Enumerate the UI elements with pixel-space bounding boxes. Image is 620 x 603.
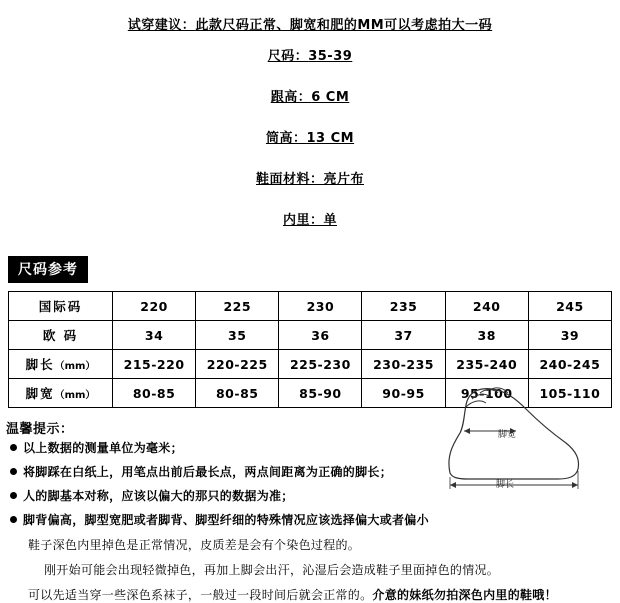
size-reference-heading: 尺码参考 <box>8 256 88 283</box>
color-notes <box>0 536 620 603</box>
spec-row-heel-height <box>0 86 620 105</box>
row-header-foot-width-text: 脚宽 <box>25 386 55 401</box>
spec-label-size: 尺码： <box>267 49 309 64</box>
list-item <box>10 511 620 528</box>
tip-text-2: 人的脚基本对称，应该以偏大的那只的数据为准； <box>23 489 294 503</box>
fitting-advice <box>0 0 620 33</box>
cell-eu-0: 34 <box>113 321 196 350</box>
spec-row-size <box>0 45 620 64</box>
cell-foot-width-2: 85-90 <box>279 379 362 408</box>
cell-international-2: 230 <box>279 292 362 321</box>
cell-foot-length-2: 225-230 <box>279 350 362 379</box>
color-note-0: 鞋子深色内里掉色是正常情况，皮质差是会有个染色过程的。 <box>28 538 361 552</box>
row-header-foot-length <box>9 350 113 379</box>
table-row <box>9 321 612 350</box>
row-header-foot-length-unit: （mm） <box>54 361 96 372</box>
color-note-last <box>28 586 620 603</box>
spec-value-size: 35-39 <box>308 49 353 64</box>
color-note-1: 刚开始可能会出现轻微掉色，再加上脚会出汗，沁湿后会造成鞋子里面掉色的情况。 <box>44 563 500 577</box>
fitting-advice-text: 此款尺码正常、脚宽和肥的MM可以考虑拍大一码 <box>195 18 493 33</box>
cell-international-4: 240 <box>445 292 528 321</box>
spec-label-heel-height: 跟高： <box>270 90 312 105</box>
cell-foot-width-1: 80-85 <box>196 379 279 408</box>
cell-international-0: 220 <box>113 292 196 321</box>
cell-foot-width-4: 95-100 <box>445 379 528 408</box>
table-row <box>9 350 612 379</box>
bullet-icon <box>10 516 17 523</box>
cell-eu-2: 36 <box>279 321 362 350</box>
spec-label-upper-material: 鞋面材料： <box>255 172 324 187</box>
row-header-foot-width <box>9 379 113 408</box>
cell-international-5: 245 <box>528 292 611 321</box>
cell-foot-length-4: 235-240 <box>445 350 528 379</box>
cell-foot-length-3: 230-235 <box>362 350 445 379</box>
spec-value-shaft-height: 13 CM <box>306 131 355 146</box>
spec-value-lining: 单 <box>323 213 338 228</box>
diagram-label-width: 脚宽 <box>498 430 517 440</box>
cell-eu-1: 35 <box>196 321 279 350</box>
row-header-foot-width-unit: （mm） <box>54 390 96 401</box>
color-note-last-bold: 介意的妹纸勿拍深色内里的鞋哦！ <box>372 588 557 602</box>
color-note-last-plain: 可以先适当穿一些深色系袜子，一般过一段时间后就会正常的。 <box>28 588 373 602</box>
fitting-advice-prefix: 试穿建议： <box>127 18 196 33</box>
spec-row-shaft-height <box>0 127 620 146</box>
cell-foot-length-0: 215-220 <box>113 350 196 379</box>
cell-foot-width-3: 90-95 <box>362 379 445 408</box>
spec-label-lining: 内里： <box>282 213 324 228</box>
cell-foot-length-5: 240-245 <box>528 350 611 379</box>
table-row <box>9 292 612 321</box>
foot-outline-icon <box>420 385 610 495</box>
diagram-label-length: 脚长 <box>496 480 515 490</box>
row-header-foot-length-text: 脚长 <box>25 357 55 372</box>
tip-text-0: 以上数据的测量单位为毫米； <box>23 441 183 455</box>
cell-eu-5: 39 <box>528 321 611 350</box>
bullet-icon <box>10 444 17 451</box>
spec-row-lining <box>0 209 620 228</box>
spec-value-heel-height: 6 CM <box>311 90 350 105</box>
cell-international-3: 235 <box>362 292 445 321</box>
bullet-icon <box>10 492 17 499</box>
tip-text-1: 将脚踩在白纸上，用笔点出前后最长点，两点间距离为正确的脚长； <box>23 465 393 479</box>
spec-row-upper-material <box>0 168 620 187</box>
cell-foot-length-1: 220-225 <box>196 350 279 379</box>
tip-text-3: 脚背偏高，脚型宽肥或者脚背、脚型纤细的特殊情况应该选择偏大或者偏小 <box>23 513 429 527</box>
cell-eu-3: 37 <box>362 321 445 350</box>
row-header-eu: 欧 码 <box>9 321 113 350</box>
spec-list <box>0 45 620 228</box>
spec-label-shaft-height: 筒高： <box>265 131 307 146</box>
cell-international-1: 225 <box>196 292 279 321</box>
cell-eu-4: 38 <box>445 321 528 350</box>
cell-foot-width-5: 105-110 <box>528 379 611 408</box>
bullet-icon <box>10 468 17 475</box>
spec-value-upper-material: 亮片布 <box>323 172 365 187</box>
row-header-international: 国际码 <box>9 292 113 321</box>
foot-measure-diagram <box>420 385 610 495</box>
cell-foot-width-0: 80-85 <box>113 379 196 408</box>
tips-title: 温馨提示： <box>6 422 74 437</box>
